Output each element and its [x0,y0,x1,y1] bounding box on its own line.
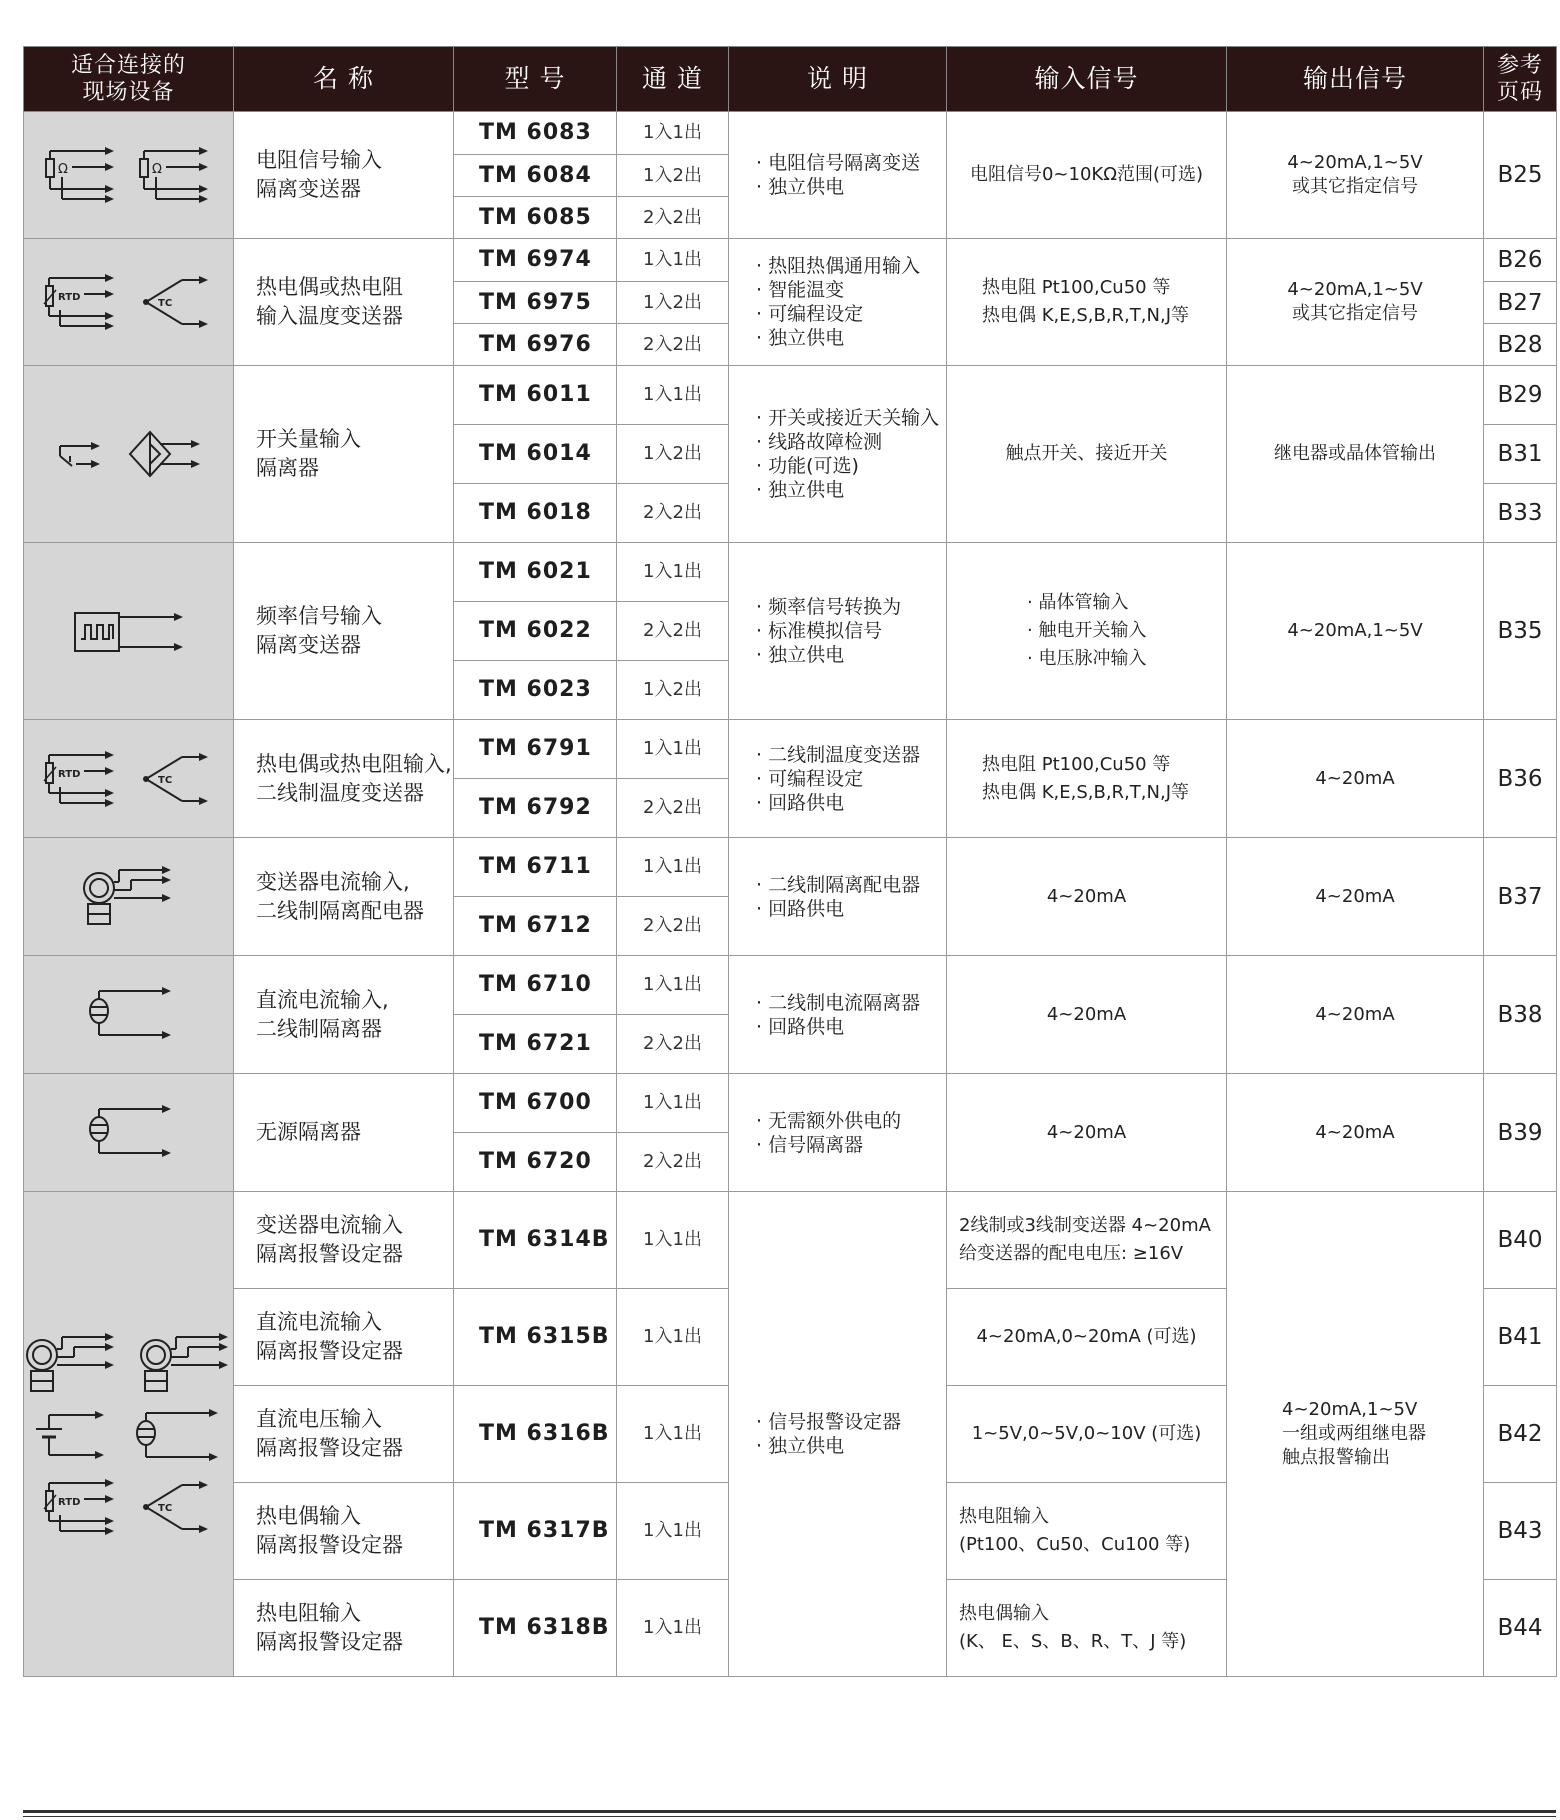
product-name: 变送器电流输入, 二线制隔离配电器 [234,838,454,956]
table-row [24,543,1557,602]
header-row [24,47,1557,112]
input-signal: 热电阻 Pt100,Cu50 等 热电偶 K,E,S,B,R,T,N,J等 [947,720,1227,838]
model-number: TM 6083 [454,112,617,155]
product-name: 频率信号输入 隔离变送器 [234,543,454,720]
input-signal: · 晶体管输入 · 触电开关输入 · 电压脉冲输入 [947,543,1227,720]
model-number: TM 6710 [454,956,617,1015]
product-selection-table [23,46,1557,1677]
svg-text:TC: TC [157,1503,172,1514]
output-signal: 继电器或晶体管输出 [1227,366,1484,543]
table-row [24,720,1557,779]
input-signal: 2线制或3线制变送器 4~20mA 给变送器的配电电压: ≥16V [947,1192,1227,1289]
reference-page: B31 [1484,425,1557,484]
output-signal: 4~20mA [1227,956,1484,1074]
reference-page: B44 [1484,1580,1557,1677]
battery-icon [32,1405,112,1469]
channel-count: 1入1出 [617,543,729,602]
input-signal: 4~20mA [947,1074,1227,1192]
product-description: · 二线制电流隔离器 · 回路供电 [729,956,947,1074]
table-row [24,956,1557,1015]
model-number: TM 6316B [454,1386,617,1483]
device-diagram [24,1074,234,1192]
svg-text:Ω: Ω [57,162,68,177]
model-number: TM 6022 [454,602,617,661]
svg-text:RTD: RTD [57,768,80,780]
header-description: 说 明 [729,47,947,112]
header-model: 型 号 [454,47,617,112]
rtd-icon [42,747,122,811]
product-description: · 无需额外供电的 · 信号隔离器 [729,1074,947,1192]
channel-count: 2入2出 [617,197,729,239]
device-diagram [24,112,234,239]
output-signal: 4~20mA,1~5V 或其它指定信号 [1227,239,1484,366]
channel-count: 2入2出 [617,779,729,838]
reference-page: B37 [1484,838,1557,956]
model-number: TM 6314B [454,1192,617,1289]
product-description: · 开关或接近天关输入 · 线路故障检测 · 功能(可选) · 独立供电 [729,366,947,543]
channel-count: 1入2出 [617,661,729,720]
current-source-icon [126,1405,226,1469]
product-description: · 信号报警设定器 · 独立供电 [729,1192,947,1677]
channel-count: 1入1出 [617,1483,729,1580]
reference-page: B36 [1484,720,1557,838]
output-signal: 4~20mA,1~5V 一组或两组继电器 触点报警输出 [1227,1192,1484,1677]
channel-count: 2入2出 [617,1015,729,1074]
device-diagram [24,1192,234,1677]
header-name: 名 称 [234,47,454,112]
thermocouple-icon [136,270,216,334]
channel-count: 1入1出 [617,838,729,897]
product-description: · 二线制温度变送器 · 可编程设定 · 回路供电 [729,720,947,838]
reference-page: B35 [1484,543,1557,720]
thermocouple-icon [136,747,216,811]
product-name: 电阻信号输入 隔离变送器 [234,112,454,239]
model-number: TM 6976 [454,324,617,366]
table-row [24,239,1557,282]
output-signal: 4~20mA,1~5V [1227,543,1484,720]
rtd-icon [42,1475,122,1539]
model-number: TM 6018 [454,484,617,543]
channel-count: 1入2出 [617,155,729,197]
transmitter-icon [22,1329,122,1399]
reference-page: B29 [1484,366,1557,425]
rtd-icon [42,270,122,334]
channel-count: 1入1出 [617,1192,729,1289]
input-signal: 热电偶输入 (K、 E、S、B、R、T、J 等) [947,1580,1227,1677]
output-signal: 4~20mA,1~5V 或其它指定信号 [1227,112,1484,239]
reference-page: B43 [1484,1483,1557,1580]
reference-page: B38 [1484,956,1557,1074]
model-number: TM 6023 [454,661,617,720]
product-name: 热电偶输入 隔离报警设定器 [234,1483,454,1580]
svg-text:RTD: RTD [57,1497,80,1508]
channel-count: 1入1出 [617,1074,729,1133]
channel-count: 2入2出 [617,1133,729,1192]
header-reference-page: 参考 页码 [1484,47,1557,112]
header-channel: 通 道 [617,47,729,112]
device-diagram [24,239,234,366]
reference-page: B28 [1484,324,1557,366]
transmitter-icon [79,862,179,932]
product-name: 直流电压输入 隔离报警设定器 [234,1386,454,1483]
model-number: TM 6791 [454,720,617,779]
product-name: 变送器电流输入 隔离报警设定器 [234,1192,454,1289]
table-row [24,838,1557,897]
product-description: · 频率信号转换为 · 标准模拟信号 · 独立供电 [729,543,947,720]
model-number: TM 6014 [454,425,617,484]
resistor-omega-icon [136,143,216,207]
reference-page: B27 [1484,282,1557,324]
reference-page: B42 [1484,1386,1557,1483]
model-number: TM 6974 [454,239,617,282]
input-signal: 触点开关、接近开关 [947,366,1227,543]
device-diagram [24,543,234,720]
model-number: TM 6011 [454,366,617,425]
channel-count: 1入1出 [617,366,729,425]
product-description: · 电阻信号隔离变送 · 独立供电 [729,112,947,239]
reference-page: B40 [1484,1192,1557,1289]
table-row [24,112,1557,155]
channel-count: 1入2出 [617,282,729,324]
channel-count: 1入1出 [617,1289,729,1386]
model-number: TM 6084 [454,155,617,197]
product-name: 热电偶或热电阻 输入温度变送器 [234,239,454,366]
model-number: TM 6318B [454,1580,617,1677]
reference-page: B26 [1484,239,1557,282]
switch-icon [52,422,112,486]
input-signal: 1~5V,0~5V,0~10V (可选) [947,1386,1227,1483]
channel-count: 1入1出 [617,1386,729,1483]
output-signal: 4~20mA [1227,838,1484,956]
model-number: TM 6700 [454,1074,617,1133]
current-source-icon [79,1101,179,1165]
reference-page: B33 [1484,484,1557,543]
product-name: 直流电流输入 隔离报警设定器 [234,1289,454,1386]
table-row [24,1074,1557,1133]
pulse-signal-icon [69,599,189,663]
channel-count: 1入1出 [617,1580,729,1677]
header-output-signal: 输出信号 [1227,47,1484,112]
product-name: 热电阻输入 隔离报警设定器 [234,1580,454,1677]
model-number: TM 6315B [454,1289,617,1386]
reference-page: B41 [1484,1289,1557,1386]
product-name: 无源隔离器 [234,1074,454,1192]
header-input-signal: 输入信号 [947,47,1227,112]
device-diagram [24,956,234,1074]
svg-text:TC: TC [157,298,172,309]
resistor-omega-icon [42,143,122,207]
input-signal: 热电阻输入 (Pt100、Cu50、Cu100 等) [947,1483,1227,1580]
svg-text:TC: TC [157,774,172,786]
table-row [24,366,1557,425]
product-description: · 热阻热偶通用输入 · 智能温变 · 可编程设定 · 独立供电 [729,239,947,366]
input-signal: 4~20mA [947,838,1227,956]
model-number: TM 6021 [454,543,617,602]
transmitter-icon [136,1329,236,1399]
device-diagram [24,838,234,956]
footer-rule-thick [23,1810,1556,1813]
model-number: TM 6085 [454,197,617,239]
svg-text:RTD: RTD [57,292,80,303]
footer-rule-thin [23,1816,1556,1817]
reference-page: B39 [1484,1074,1557,1192]
input-signal: 4~20mA,0~20mA (可选) [947,1289,1227,1386]
channel-count: 1入1出 [617,239,729,282]
thermocouple-icon [136,1475,216,1539]
model-number: TM 6720 [454,1133,617,1192]
device-diagram [24,720,234,838]
input-signal: 电阻信号0~10KΩ范围(可选) [947,112,1227,239]
table-row [24,1192,1557,1289]
channel-count: 2入2出 [617,324,729,366]
table-body [24,112,1557,1677]
model-number: TM 6712 [454,897,617,956]
model-number: TM 6975 [454,282,617,324]
model-number: TM 6721 [454,1015,617,1074]
product-description: · 二线制隔离配电器 · 回路供电 [729,838,947,956]
proximity-switch-icon [126,422,206,486]
channel-count: 1入1出 [617,956,729,1015]
channel-count: 2入2出 [617,602,729,661]
product-name: 直流电流输入, 二线制隔离器 [234,956,454,1074]
input-signal: 4~20mA [947,956,1227,1074]
output-signal: 4~20mA [1227,720,1484,838]
channel-count: 2入2出 [617,484,729,543]
channel-count: 1入2出 [617,425,729,484]
svg-text:Ω: Ω [151,162,162,177]
input-signal: 热电阻 Pt100,Cu50 等 热电偶 K,E,S,B,R,T,N,J等 [947,239,1227,366]
channel-count: 2入2出 [617,897,729,956]
header-device: 适合连接的 现场设备 [24,47,234,112]
model-number: TM 6317B [454,1483,617,1580]
output-signal: 4~20mA [1227,1074,1484,1192]
model-number: TM 6792 [454,779,617,838]
product-name: 热电偶或热电阻输入, 二线制温度变送器 [234,720,454,838]
channel-count: 1入1出 [617,112,729,155]
model-number: TM 6711 [454,838,617,897]
device-diagram [24,366,234,543]
channel-count: 1入1出 [617,720,729,779]
reference-page: B25 [1484,112,1557,239]
product-name: 开关量输入 隔离器 [234,366,454,543]
current-source-icon [79,983,179,1047]
